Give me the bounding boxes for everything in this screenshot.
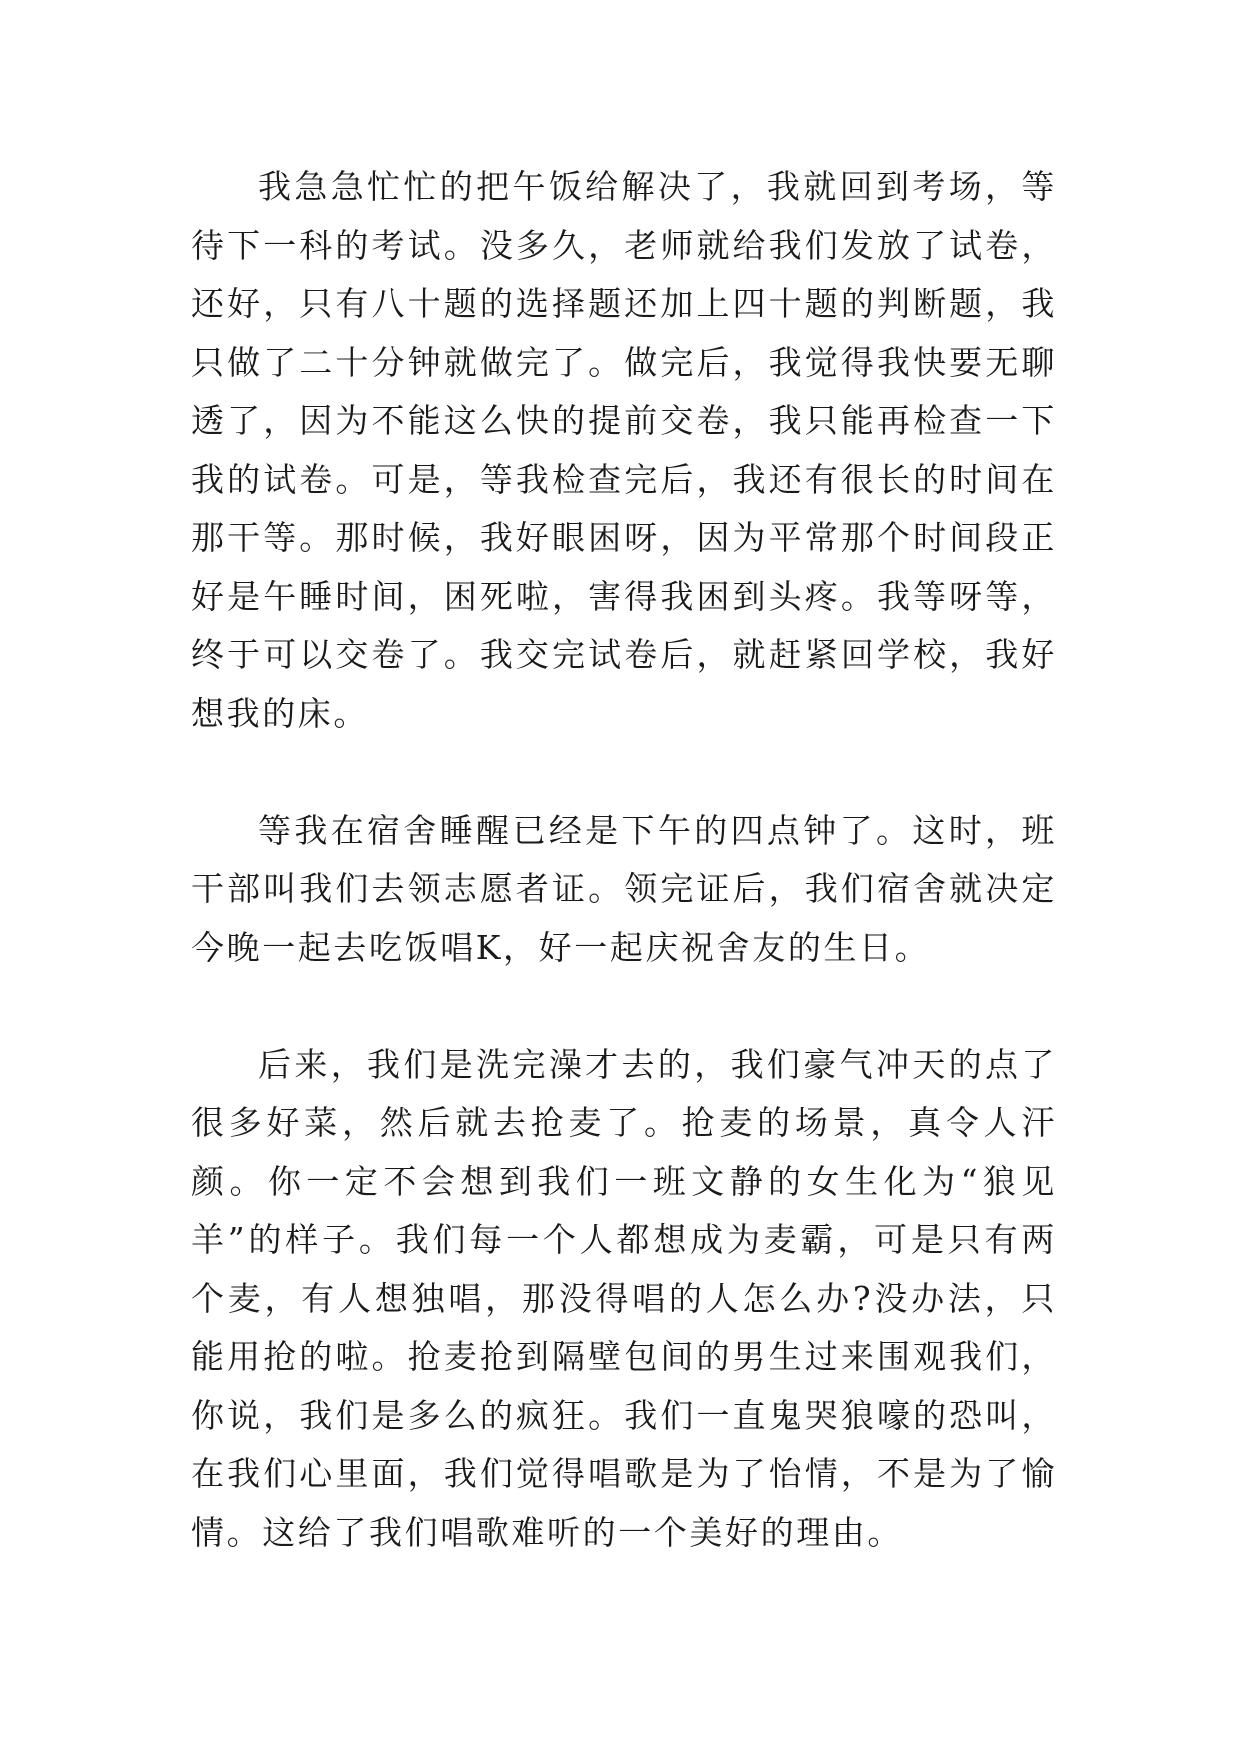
paragraph-volunteer-certificate: 等我在宿舍睡醒已经是下午的四点钟了。这时，班干部叫我们去领志愿者证。领完证后，我们宿舍就决定今晚一起去吃饭唱K，好一起庆祝舍友的生日。 [191, 810, 1057, 967]
document-body [191, 158, 1057, 1562]
paragraph-exam-afternoon: 我急急忙忙的把午饭给解决了，我就回到考场，等待下一科的考试。没多久，老师就给我们发放了试卷，还好，只有八十题的选择题还加上四十题的判断题，我只做了二十分钟就做完了。做完后，我觉得我快要无聊透了，因为不能这么快的提前交卷，我只能再检查一下我的试卷。可是，等我检查完后，我还有很长的时间在那干等。那时候，我好眼困呀，因为平常那个时间段正好是午睡时间，困死啦，害得我困到头疼。我等呀等，终于可以交卷了。我交完试卷后，就赶紧回学校，我好想我的床。 [191, 167, 1057, 733]
paragraph-karaoke: 后来，我们是洗完澡才去的，我们豪气冲天的点了很多好菜，然后就去抢麦了。抢麦的场景，真令人汗颜。你一定不会想到我们一班文静的女生化为“狼见羊”的样子。我们每一个人都想成为麦霸，可是只有两个麦，有人想独唱，那没得唱的人怎么办?没办法，只能用抢的啦。抢麦抢到隔壁包间的男生过来围观我们，你说，我们是多么的疯狂。我们一直鬼哭狼嚎的恐叫，在我们心里面，我们觉得唱歌是为了怡情，不是为了愉情。这给了我们唱歌难听的一个美好的理由。 [191, 1044, 1057, 1552]
